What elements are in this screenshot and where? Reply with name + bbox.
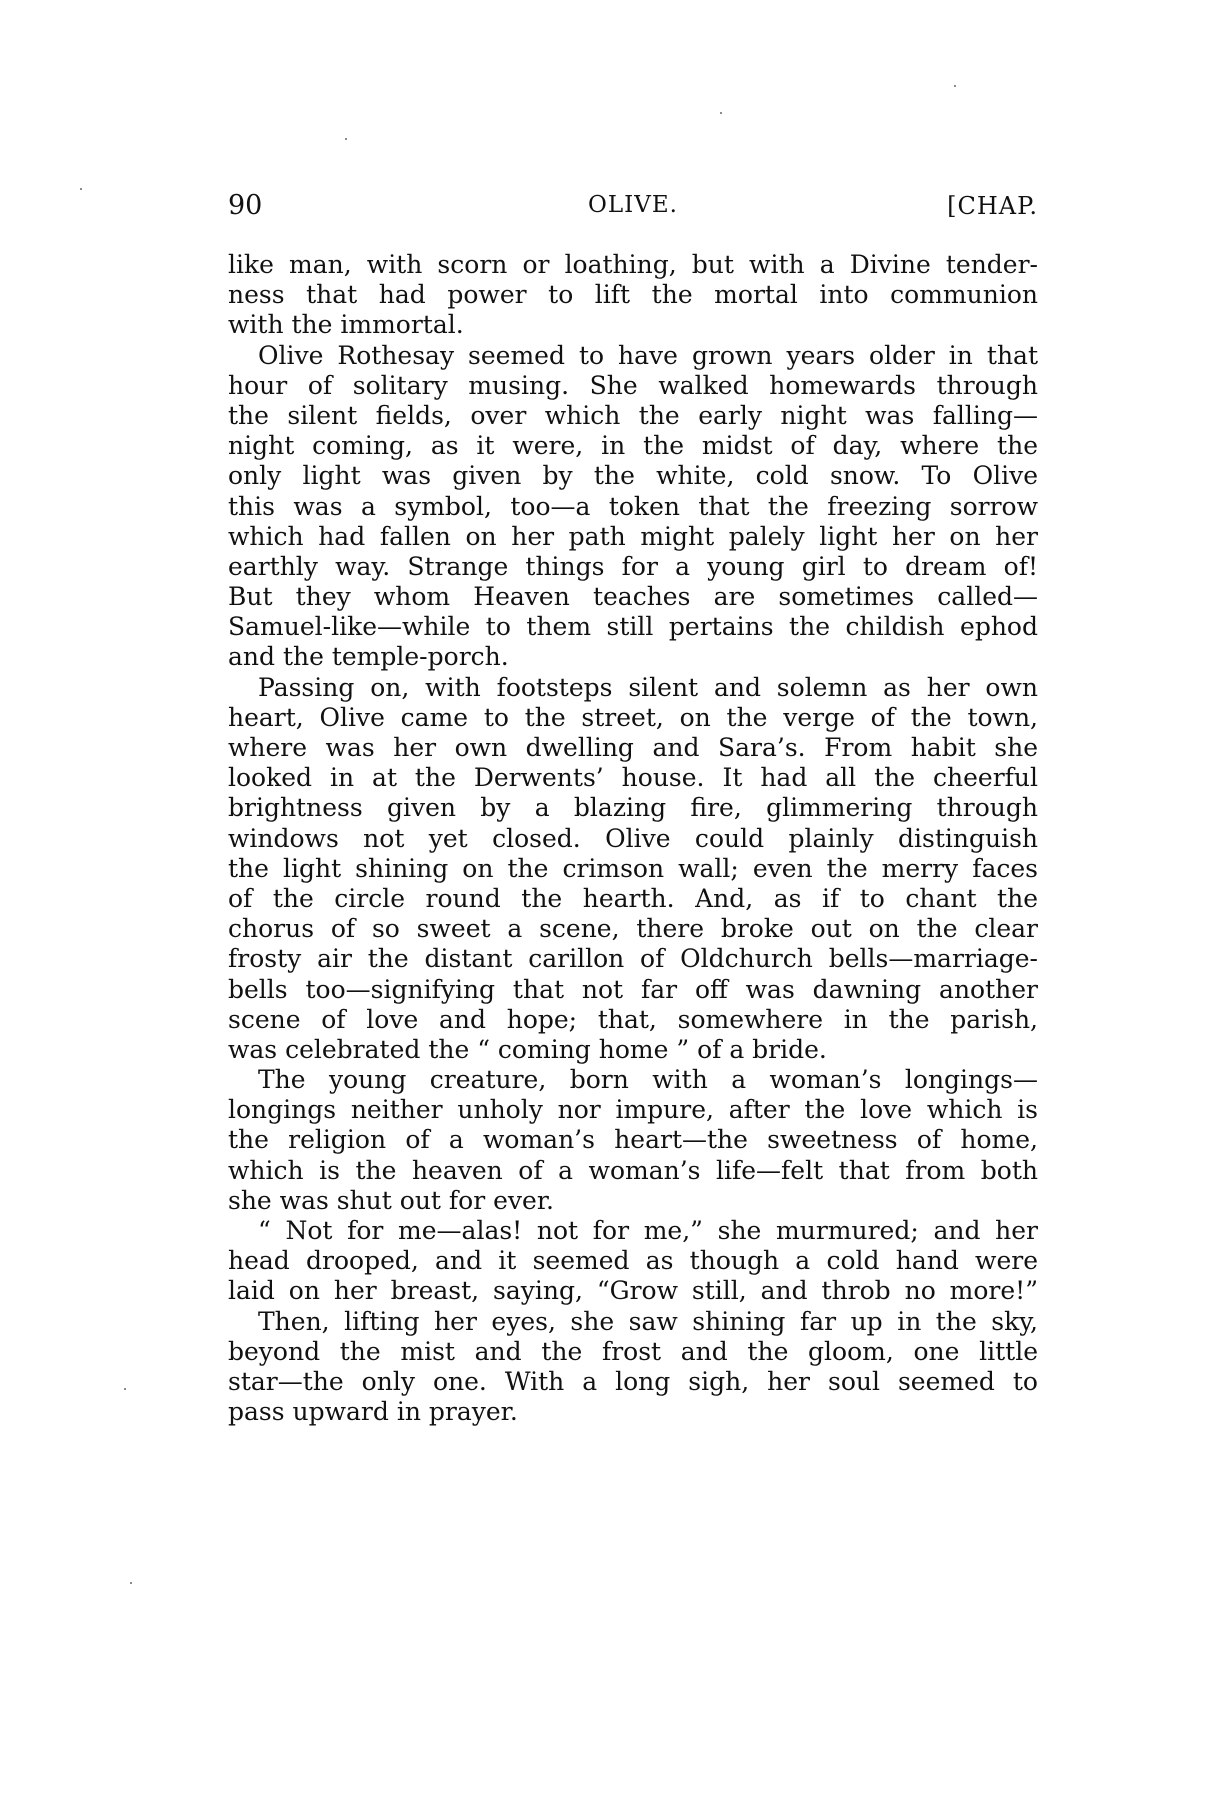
text-line: But they whom Heaven teaches are sometimes called—: [228, 582, 1038, 612]
text-line: star—the only one. With a long sigh, her soul seemed to: [228, 1366, 1038, 1396]
text-line: pass upward in prayer.: [228, 1397, 518, 1427]
text-line: Passing on, with footsteps silent and solemn as her own: [258, 672, 1038, 702]
text-line: head drooped, and it seemed as though a cold hand were: [228, 1246, 1038, 1276]
text-line: with the immortal.: [228, 310, 464, 340]
text-line: Then, lifting her eyes, she saw shining far up in the sky,: [258, 1306, 1038, 1336]
text-line: this was a symbol, too—a token that the freezing sorrow: [228, 491, 1038, 521]
page-number: 90: [228, 190, 263, 221]
text-line: heart, Olive came to the street, on the verge of the town,: [228, 702, 1038, 732]
text-line: Samuel-like—while to them still pertains the childish ephod: [228, 612, 1038, 642]
text-line: laid on her breast, saying, “Grow still, and throb no more!”: [228, 1276, 1038, 1306]
text-line: the light shining on the crimson wall; even the merry faces: [228, 853, 1038, 883]
text-line: where was her own dwelling and Sara’s. From habit she: [228, 733, 1038, 762]
scan-speck: [124, 1388, 126, 1390]
text-line: the religion of a woman’s heart—the sweetness of home,: [228, 1125, 1038, 1155]
text-line: brightness given by a blazing fire, glimmering through: [228, 793, 1038, 823]
scan-speck: [954, 85, 956, 87]
scan-speck: [720, 112, 722, 114]
text-line: only light was given by the white, cold snow. To Olive: [228, 461, 1038, 491]
text-line: looked in at the Derwents’ house. It had all the cheerful: [228, 763, 1038, 793]
text-line: which is the heaven of a woman’s life—felt that from both: [228, 1155, 1038, 1185]
scan-speck: [80, 188, 82, 190]
text-line: Olive Rothesay seemed to have grown years older in that: [258, 340, 1038, 370]
text-line: and the temple-porch.: [228, 642, 509, 672]
running-head: [228, 190, 1038, 230]
text-line: of the circle round the hearth. And, as if to chant the: [228, 883, 1038, 913]
running-title: OLIVE.: [588, 192, 678, 218]
text-line: The young creature, born with a woman’s longings—: [258, 1065, 1038, 1095]
text-line: frosty air the distant carillon of Oldchurch bells—marriage-: [228, 944, 1038, 974]
body-text: [228, 250, 1038, 1427]
text-line: night coming, as it were, in the midst of day, where the: [228, 431, 1038, 461]
scan-speck: [130, 1582, 132, 1584]
chapter-mark: [CHAP.: [947, 192, 1038, 220]
text-line: the silent fields, over which the early night was falling—: [228, 400, 1038, 430]
text-line: hour of solitary musing. She walked homewards through: [228, 370, 1038, 400]
text-line: “ Not for me—alas! not for me,” she murmured; and her: [258, 1216, 1038, 1245]
text-line: bells too—signifying that not far off was dawning another: [228, 974, 1038, 1004]
text-line: beyond the mist and the frost and the gloom, one little: [228, 1336, 1038, 1366]
text-line: ness that had power to lift the mortal into communion: [228, 280, 1038, 310]
scan-speck: [345, 138, 347, 140]
text-line: longings neither unholy nor impure, after the love which is: [228, 1095, 1038, 1125]
text-line: was celebrated the “ coming home ” of a bride.: [228, 1034, 827, 1064]
text-line: like man, with scorn or loathing, but with a Divine tender-: [228, 250, 1038, 279]
text-line: chorus of so sweet a scene, there broke out on the clear: [228, 914, 1038, 944]
text-line: earthly way. Strange things for a young girl to dream of!: [228, 551, 1038, 581]
text-line: windows not yet closed. Olive could plainly distinguish: [228, 823, 1038, 853]
text-line: which had fallen on her path might palely light her on her: [228, 521, 1038, 551]
text-line: scene of love and hope; that, somewhere in the parish,: [228, 1004, 1038, 1034]
text-line: she was shut out for ever.: [228, 1185, 554, 1215]
